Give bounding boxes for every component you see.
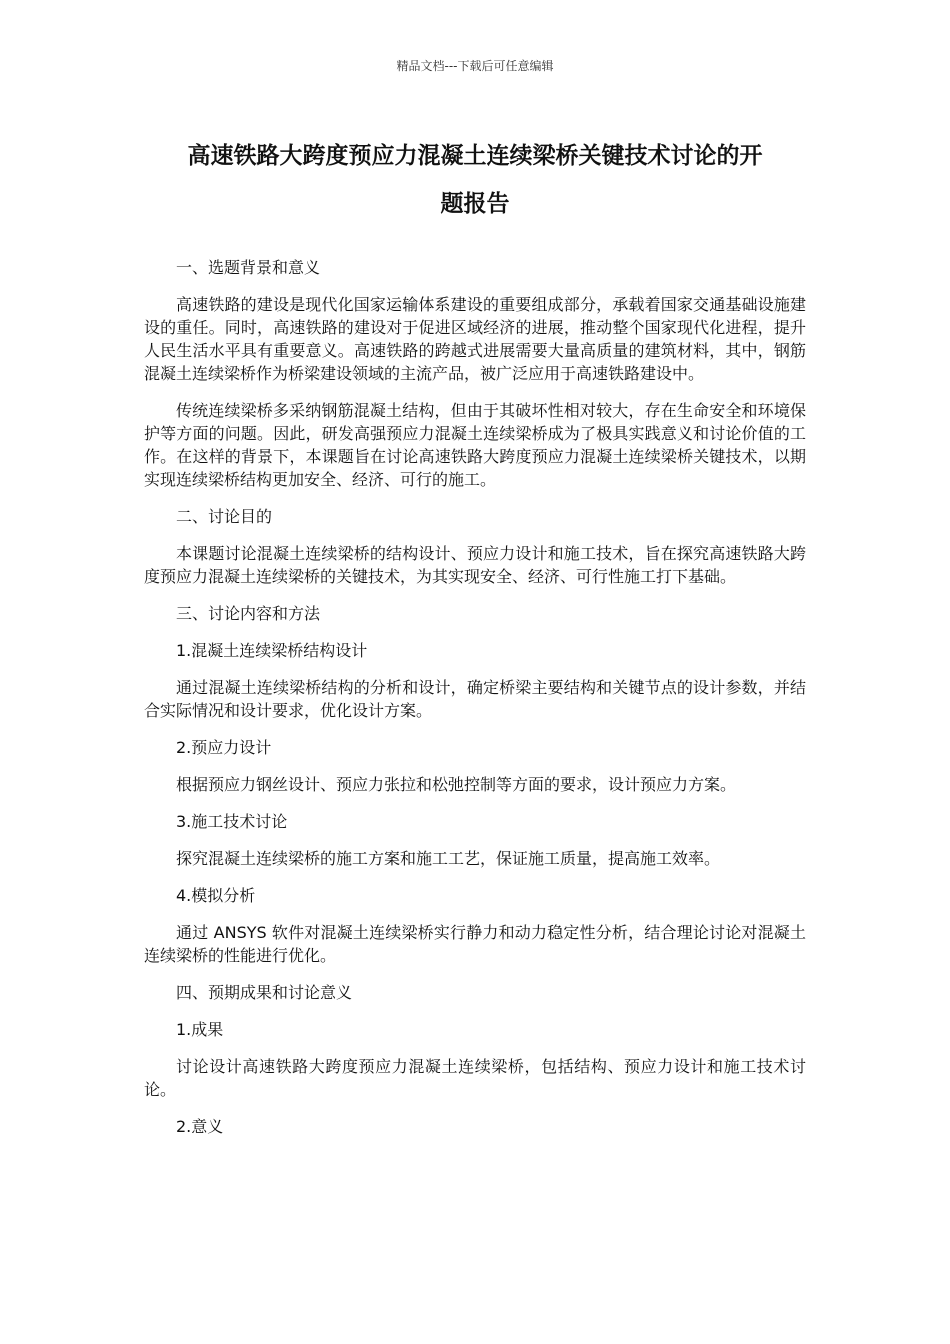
subheading: 3.施工技术讨论 bbox=[176, 812, 288, 831]
document-title bbox=[140, 132, 810, 228]
document-body bbox=[144, 256, 806, 1152]
subheading: 2.预应力设计 bbox=[176, 738, 272, 757]
subheading: 4.模拟分析 bbox=[176, 886, 256, 905]
title-line-1: 高速铁路大跨度预应力混凝土连续梁桥关键技术讨论的开 bbox=[187, 143, 763, 169]
paragraph: 本课题讨论混凝土连续梁桥的结构设计、预应力设计和施工技术，旨在探究高速铁路大跨度预应力混凝土连续梁桥的关键技术，为其实现安全、经济、可行性施工打下基础。 bbox=[144, 544, 806, 586]
paragraph: 传统连续梁桥多采纳钢筋混凝土结构，但由于其破坏性相对较大，存在生命安全和环境保护等方面的问题。因此，研发高强预应力混凝土连续梁桥成为了极具实践意义和讨论价值的工作。在这样的背景下，本课题旨在讨论高速铁路大跨度预应力混凝土连续梁桥关键技术，以期实现连续梁桥结构更加安全、经济、可行的施工。 bbox=[144, 401, 806, 489]
subheading: 1.成果 bbox=[176, 1020, 224, 1039]
paragraph: 根据预应力钢丝设计、预应力张拉和松弛控制等方面的要求，设计预应力方案。 bbox=[176, 775, 737, 794]
section-heading-expected-results: 四、预期成果和讨论意义 bbox=[176, 983, 353, 1002]
paragraph: 讨论设计高速铁路大跨度预应力混凝土连续梁桥，包括结构、预应力设计和施工技术讨论。 bbox=[144, 1057, 806, 1099]
subheading: 2.意义 bbox=[176, 1117, 224, 1136]
subheading: 1.混凝土连续梁桥结构设计 bbox=[176, 641, 368, 660]
section-heading-purpose: 二、讨论目的 bbox=[176, 507, 273, 526]
paragraph: 通过混凝土连续梁桥结构的分析和设计，确定桥梁主要结构和关键节点的设计参数，并结合实际情况和设计要求，优化设计方案。 bbox=[144, 678, 806, 720]
page-header: 精品文档---下载后可任意编辑 bbox=[396, 59, 554, 73]
title-line-2: 题报告 bbox=[440, 191, 510, 217]
paragraph: 通过 ANSYS 软件对混凝土连续梁桥实行静力和动力稳定性分析，结合理论讨论对混凝土连续梁桥的性能进行优化。 bbox=[144, 923, 806, 965]
section-heading-background: 一、选题背景和意义 bbox=[176, 258, 321, 277]
paragraph: 高速铁路的建设是现代化国家运输体系建设的重要组成部分，承载着国家交通基础设施建设的重任。同时，高速铁路的建设对于促进区域经济的进展，推动整个国家现代化进程，提升人民生活水平具有重要意义。高速铁路的跨越式进展需要大量高质量的建筑材料，其中，钢筋混凝土连续梁桥作为桥梁建设领域的主流产品，被广泛应用于高速铁路建设中。 bbox=[144, 295, 806, 383]
paragraph: 探究混凝土连续梁桥的施工方案和施工工艺，保证施工质量，提高施工效率。 bbox=[176, 849, 721, 868]
section-heading-content-methods: 三、讨论内容和方法 bbox=[176, 604, 321, 623]
